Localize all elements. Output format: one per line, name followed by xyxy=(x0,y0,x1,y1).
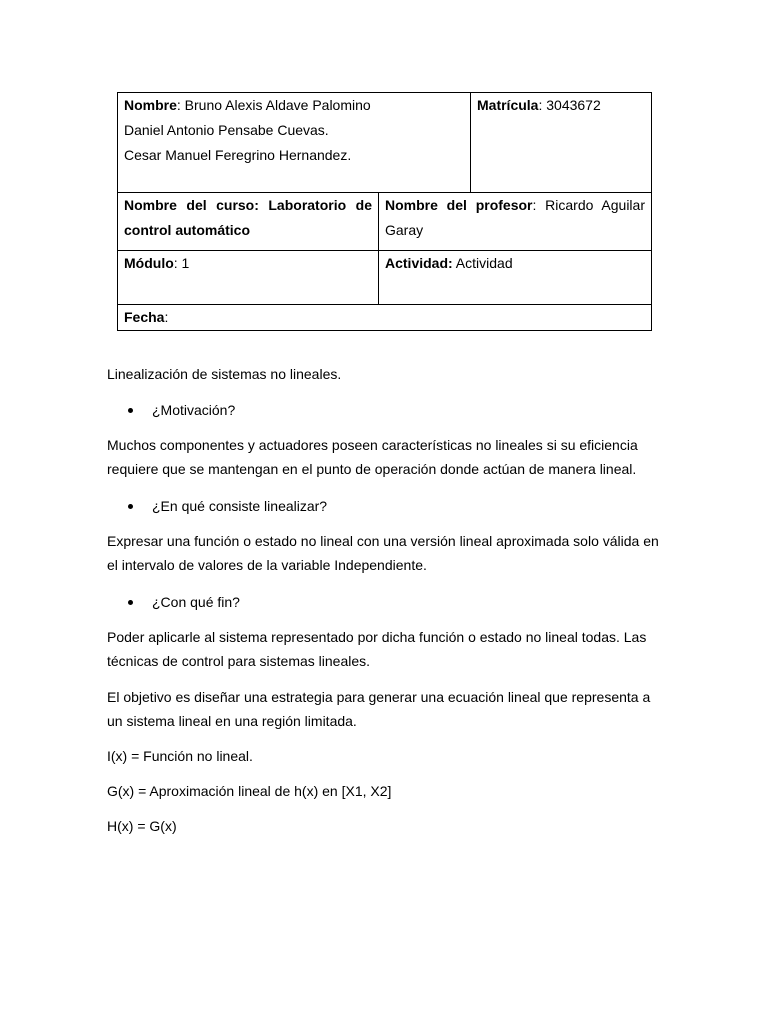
student-1-name: : Bruno Alexis Aldave Palomino xyxy=(176,97,371,113)
student-3-name: Cesar Manuel Feregrino Hernandez. xyxy=(124,147,352,163)
matricula-cell xyxy=(471,93,652,193)
bullet-text: ¿Con qué fin? xyxy=(152,594,240,610)
bullet-item-fin xyxy=(128,592,240,612)
students-cell xyxy=(118,93,471,193)
curso-cell xyxy=(118,193,379,251)
bullet-icon xyxy=(128,504,133,509)
paragraph-motivacion: Muchos componentes y actuadores poseen características no lineales si su eficiencia requiere que se mantengan en el punto de operación donde actúan de manera lineal. xyxy=(107,437,638,477)
profesor-label: Nombre del profesor xyxy=(385,197,533,213)
nombre-label: Nombre xyxy=(124,97,177,113)
actividad-cell xyxy=(379,251,652,305)
modulo-value: : 1 xyxy=(173,255,190,271)
bullet-icon xyxy=(128,600,133,605)
equation-2: G(x) = Aproximación lineal de h(x) en [X1, X2] xyxy=(107,783,392,799)
profesor-cell xyxy=(379,193,652,251)
paragraph-fin: Poder aplicarle al sistema representado por dicha función o estado no lineal todas. Las técnicas de control para sistemas lineales. xyxy=(107,629,647,669)
modulo-label: Módulo xyxy=(124,255,174,271)
paragraph-consiste: Expresar una función o estado no lineal con una versión lineal aproximada solo válida en el intervalo de valores de la variable Independiente. xyxy=(107,533,659,573)
bullet-text: ¿Motivación? xyxy=(152,402,236,418)
section-title: Linealización de sistemas no lineales. xyxy=(107,366,342,382)
equation-3: H(x) = G(x) xyxy=(107,818,177,834)
bullet-text: ¿En qué consiste linealizar? xyxy=(152,498,328,514)
bullet-item-consiste xyxy=(128,496,328,516)
modulo-cell xyxy=(118,251,379,305)
bullet-icon xyxy=(128,408,133,413)
fecha-label: Fecha xyxy=(124,309,165,325)
bullet-item-motivacion xyxy=(128,400,236,420)
equation-1: I(x) = Función no lineal. xyxy=(107,748,253,764)
fecha-cell xyxy=(118,305,652,331)
header-info-table xyxy=(117,92,652,331)
curso-label: Nombre del curso: Laboratorio de control automático xyxy=(124,197,372,238)
student-1-line xyxy=(124,93,464,118)
matricula-label: Matrícula xyxy=(477,97,539,113)
actividad-label: Actividad: xyxy=(385,255,453,271)
student-2-name: Daniel Antonio Pensabe Cuevas. xyxy=(124,122,329,138)
paragraph-objetivo: El objetivo es diseñar una estrategia para generar una ecuación lineal que representa a un sistema lineal en una región limitada. xyxy=(107,689,651,729)
matricula-value: : 3043672 xyxy=(538,97,601,113)
profesor-value: : Ricardo Aguilar Garay xyxy=(385,197,645,238)
actividad-value: Actividad xyxy=(452,255,513,271)
fecha-value: : xyxy=(164,309,169,325)
